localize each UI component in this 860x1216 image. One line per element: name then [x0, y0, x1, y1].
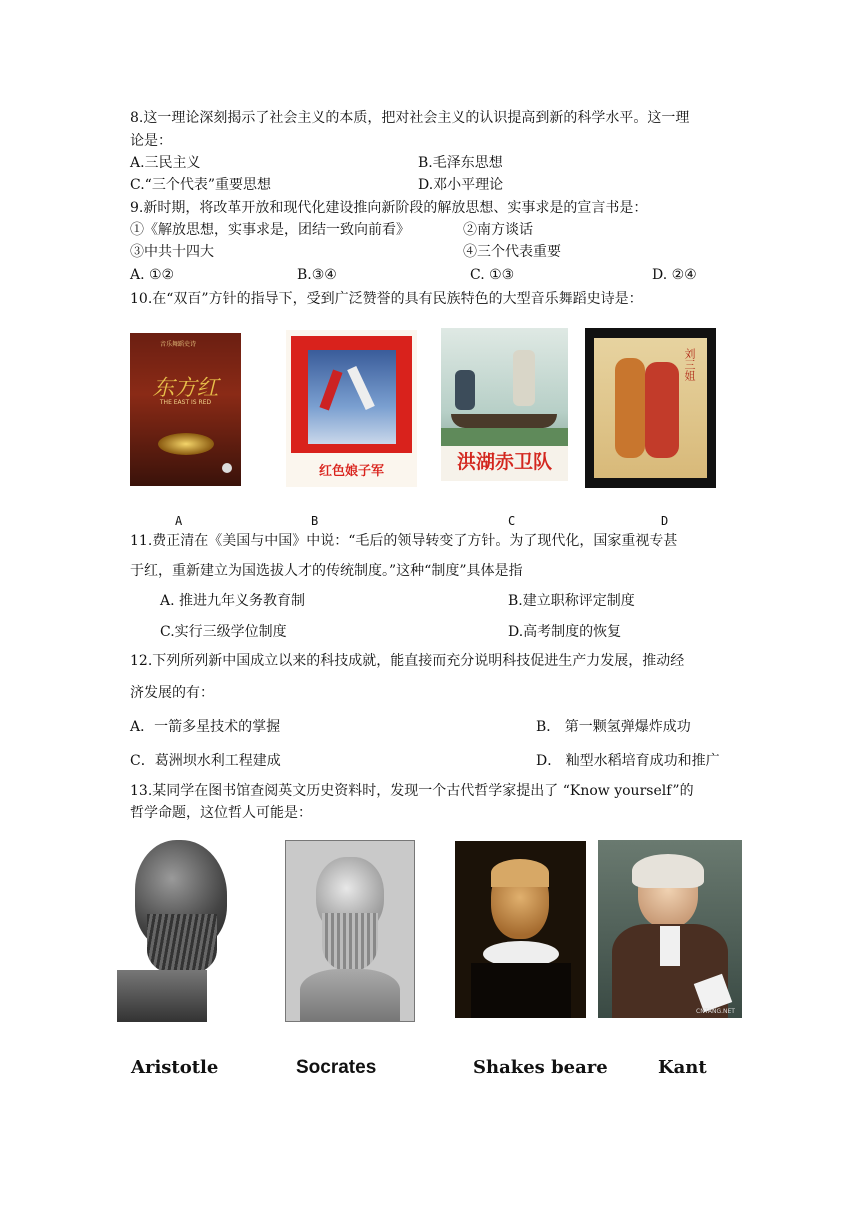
q10-caption-d: D [661, 514, 669, 528]
image-socrates-bust [285, 840, 415, 1022]
q9-item-4: ④三个代表重要 [463, 244, 561, 260]
q10-caption-c: C [508, 514, 516, 528]
image-red-detachment [286, 330, 417, 487]
q11-option-b: B.建立职称评定制度 [508, 593, 635, 609]
image-honghu-red-guards [441, 328, 568, 481]
image-kant-portrait [598, 840, 742, 1018]
image-east-is-red [130, 333, 241, 486]
image-shakespeare-portrait [455, 841, 586, 1018]
image-liu-sanjie [585, 328, 716, 488]
q8-option-a: A.三民主义 [130, 155, 201, 171]
q12-stem-line2: 济发展的有： [130, 685, 214, 701]
q12-option-a: A．一箭多星技术的掌握 [130, 719, 281, 735]
name-kant: Kant [658, 1057, 707, 1078]
q8-option-b: B.毛泽东思想 [418, 155, 503, 171]
image-a-title: 东方红 [152, 376, 219, 401]
q9-option-b: B.③④ [297, 267, 337, 283]
q10-stem: 10.在“双百”方针的指导下，受到广泛赞誉的具有民族特色的大型音乐舞蹈史诗是： [130, 291, 643, 307]
q9-option-a: A. ①② [130, 267, 175, 283]
q12-option-b: B． 第一颗氢弹爆炸成功 [536, 719, 691, 735]
q13-stem-line1: 13.某同学在图书馆查阅英文历史资料时，发现一个古代哲学家提出了 “Know yourself”的 [130, 783, 694, 799]
q8-option-d: D.邓小平理论 [418, 177, 504, 193]
q9-option-c: C. ①③ [470, 267, 515, 283]
q10-caption-a: A [175, 514, 183, 528]
q11-option-a: A. 推进九年义务教育制 [160, 593, 306, 609]
q11-stem-line1: 11.费正清在《美国与中国》中说：“毛后的领导转变了方针。为了现代化，国家重视专甚 [130, 533, 678, 549]
q11-option-c: C.实行三级学位制度 [160, 624, 287, 640]
q11-stem-line2: 于红，重新建立为国选拔人才的传统制度。”这种“制度”具体是指 [130, 563, 523, 579]
q10-caption-b: B [311, 514, 319, 528]
name-socrates: Socrates [296, 1057, 377, 1078]
q9-item-2: ②南方谈话 [463, 222, 533, 238]
image-a-emblem [158, 433, 214, 455]
image-b-title: 红色娘子军 [318, 464, 384, 479]
q12-stem-line1: 12.下列所列新中国成立以来的科技成就，能直接而充分说明科技促进生产力发展，推动经 [130, 653, 685, 669]
q9-option-d: D. ②④ [652, 267, 697, 283]
image-a-top-text: 音乐舞蹈史诗 [160, 341, 197, 348]
q11-option-d: D.高考制度的恢复 [508, 624, 622, 640]
image-d-watermark: CNTANG.NET [696, 1008, 735, 1015]
q12-option-d: D． 籼型水稻培育成功和推广 [536, 753, 720, 769]
q9-stem: 9.新时期，将改革开放和现代化建设推向新阶段的解放思想、实事求是的宣言书是： [130, 200, 648, 216]
q8-option-c: C.“三个代表”重要思想 [130, 177, 271, 193]
name-aristotle: Aristotle [131, 1057, 219, 1078]
image-d-title: 刘三姐 [683, 348, 696, 381]
image-a-disc-icon [222, 463, 232, 473]
name-shakespeare: Shakes beare [473, 1057, 608, 1078]
q9-item-1: ①《解放思想，实事求是，团结一致向前看》 [130, 222, 410, 238]
image-a-subtitle: THE EAST IS RED [159, 399, 212, 406]
q8-stem-line1: 8.这一理论深刻揭示了社会主义的本质，把对社会主义的认识提高到新的科学水平。这一理 [130, 110, 690, 126]
q8-stem-line2: 论是： [130, 133, 172, 149]
q12-option-c: C．葛洲坝水利工程建成 [130, 753, 281, 769]
image-aristotle-bust [117, 830, 247, 1022]
image-c-title: 洪湖赤卫队 [456, 451, 552, 473]
q9-item-3: ③中共十四大 [130, 244, 214, 260]
q13-stem-line2: 哲学命题，这位哲人可能是： [130, 805, 312, 821]
